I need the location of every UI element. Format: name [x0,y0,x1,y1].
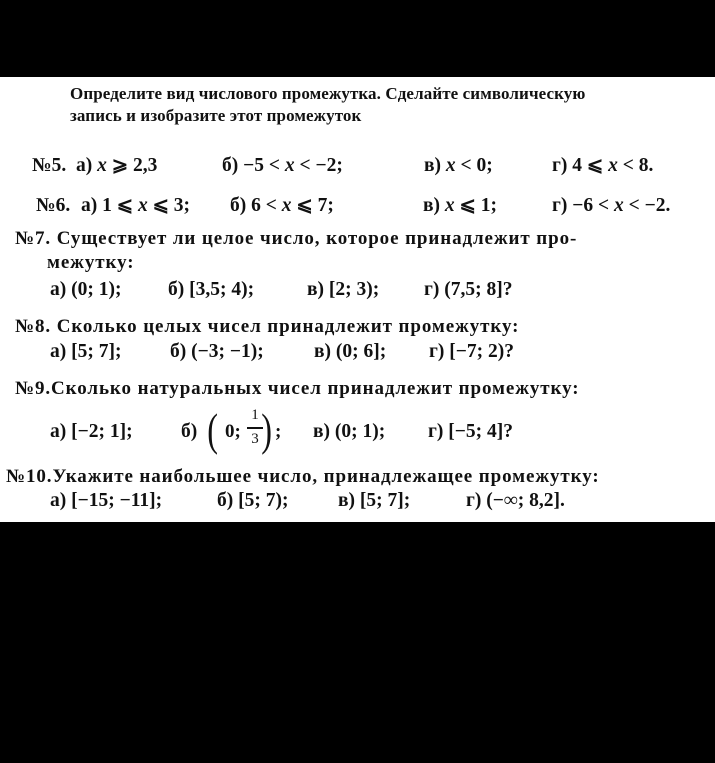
ex6-d-post: < −2. [628,195,671,216]
ex9-b-close-paren: ) [261,404,273,455]
ex5-b-post: < −2; [299,155,343,176]
ex5-b-label: б) [222,155,239,176]
ex5-item-c [424,156,493,176]
ex7-item-d: г) (7,5; 8]? [424,279,513,300]
ex8-item-c: в) (0; 6]; [314,341,387,362]
ex5-item-b [222,156,343,176]
ex5-number: №5. [32,155,67,176]
ex7-question: №7. Существует ли целое число, которое принадлежит про- [15,228,578,249]
ex9-item-b-interval [205,405,285,461]
ex6-item-d [552,196,670,216]
ex5-d-label: г) [552,155,568,176]
ex9-b-left: 0; [225,421,241,442]
worksheet-page [0,77,715,522]
ex6-b-var: x [281,195,292,216]
ex5-a-var: x [97,155,107,176]
heading-line-1: Определите вид числового промежутка. Сделайте символическую [70,84,586,103]
ex6-b-post: ⩽ 7; [296,195,334,216]
ex6-a-label: а) [81,195,98,216]
ex8-item-a: а) [5; 7]; [50,341,122,362]
ex6-b-pre: 6 < [251,195,277,216]
ex8-item-b: б) (−3; −1); [170,341,264,362]
ex6-number: №6. [36,195,71,216]
ex7-item-a: а) (0; 1); [50,279,122,300]
ex6-a-pre: 1 ⩽ [102,195,134,216]
ex6-a-post: ⩽ 3; [152,195,191,216]
ex6-d-label: г) [552,195,568,216]
ex9-b-denominator: 3 [251,431,259,447]
ex5-c-post: < 0; [460,155,493,176]
ex7-question-cont: межутку: [47,252,135,273]
ex5-d-post: < 8. [622,155,654,176]
ex7-item-b: б) [3,5; 4); [168,279,255,300]
ex9-b-open-paren: ( [207,404,219,455]
ex5-c-var: x [445,155,456,176]
ex9-question: №9.Сколько натуральных чисел принадлежит промежутку: [15,378,580,399]
ex9-b-label: б) [181,421,198,442]
ex9-item-d: г) [−5; 4]? [428,421,513,442]
ex10-item-d: г) (−∞; 8,2]. [466,490,565,511]
ex10-item-a: а) [−15; −11]; [50,490,163,511]
ex8-question: №8. Сколько целых чисел принадлежит промежутку: [15,316,520,337]
ex7-item-c: в) [2; 3); [307,279,380,300]
ex9-item-a: а) [−2; 1]; [50,421,133,442]
ex10-item-b: б) [5; 7); [217,490,289,511]
ex6-item-b [230,196,334,216]
ex6-item-a [81,196,190,216]
ex5-a-expr: ⩾ 2,3 [111,155,158,176]
ex5-item-d [552,156,653,176]
ex5-b-pre: −5 < [243,155,280,176]
ex10-question: №10.Укажите наибольшее число, принадлежащее промежутку: [6,466,600,487]
heading-line-2: запись и изобразите этот промежуток [70,106,362,125]
ex10-item-c: в) [5; 7]; [338,490,411,511]
ex5-c-label: в) [424,155,442,176]
ex6-c-var: x [444,195,455,216]
ex6-item-c [423,196,497,216]
ex9-b-numerator: 1 [251,407,259,423]
ex6-d-var: x [613,195,624,216]
ex5-item-a [76,156,157,176]
ex6-a-var: x [137,195,148,216]
ex5-d-pre: 4 ⩽ [572,155,604,176]
ex5-b-var: x [284,155,295,176]
ex5-d-var: x [608,155,618,176]
ex6-d-pre: −6 < [572,195,610,216]
ex9-b-end: ; [275,421,282,442]
ex9-item-c: в) (0; 1); [313,421,386,442]
ex6-c-label: в) [423,195,441,216]
ex6-c-post: ⩽ 1; [459,195,497,216]
ex5-a-label: а) [76,155,93,176]
ex8-item-d: г) [−7; 2)? [429,341,514,362]
ex6-b-label: б) [230,195,247,216]
